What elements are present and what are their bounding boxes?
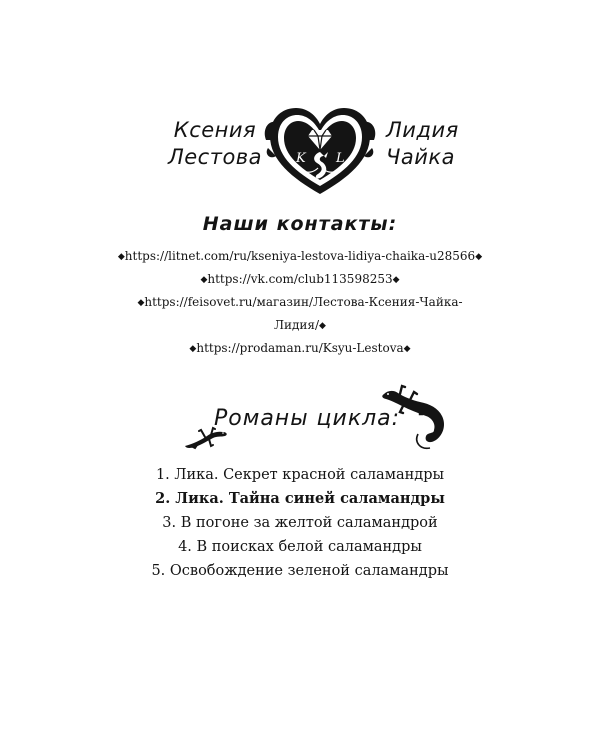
novel-item: 1. Лика. Секрет красной саламандры	[155, 467, 445, 483]
contacts-heading: Наши контакты:	[202, 213, 398, 235]
contact-link-litnet[interactable]: https://litnet.com/ru/kseniya-lestova-lidiya-chaika-u28566	[124, 249, 476, 263]
novel-item-current: 2. Лика. Тайна синей саламандры	[155, 490, 445, 507]
svg-text:K: K	[296, 151, 306, 166]
contact-line-litnet	[100, 245, 500, 268]
contact-line-vk	[100, 268, 500, 291]
cycle-heading: Романы цикла:	[214, 406, 401, 431]
heart-crest-emblem-icon	[262, 100, 378, 196]
novel-item: 4. В поисках белой саламандры	[178, 539, 422, 555]
author-first-name: Лидия	[386, 118, 459, 142]
contact-link-vk[interactable]: https://vk.com/club113598253	[207, 272, 393, 286]
novel-item: 5. Освобождение зеленой саламандры	[151, 563, 449, 579]
bullet-diamond-icon: ◆	[200, 275, 208, 285]
author-lidiya-chaika	[386, 117, 496, 171]
novel-item: 3. В погоне за желтой саламандрой	[162, 515, 438, 531]
contact-line-feisovet	[100, 291, 500, 314]
bullet-diamond-icon: ◆	[319, 321, 326, 331]
contacts-list	[100, 245, 500, 360]
author-first-name: Ксения	[173, 118, 257, 142]
bullet-diamond-icon: ◆	[117, 252, 125, 262]
contact-link-prodaman[interactable]: https://prodaman.ru/Ksyu-Lestova	[196, 341, 404, 355]
novels-list	[100, 463, 500, 583]
svg-text:L: L	[336, 151, 345, 166]
contact-line-feisovet-cont	[100, 314, 500, 337]
bullet-diamond-icon: ◆	[189, 344, 197, 354]
bullet-diamond-icon: ◆	[475, 252, 483, 262]
contact-line-prodaman	[100, 337, 500, 360]
bullet-diamond-icon: ◆	[403, 344, 411, 354]
author-ksenia-lestova	[160, 117, 270, 171]
author-last-name: Лестова	[167, 145, 263, 169]
lizard-icon	[380, 382, 462, 452]
contact-link-feisovet-cont[interactable]: Лидия/	[274, 318, 320, 332]
author-last-name: Чайка	[386, 145, 455, 169]
bullet-diamond-icon: ◆	[392, 275, 400, 285]
bullet-diamond-icon: ◆	[137, 298, 145, 308]
contact-link-feisovet[interactable]: https://feisovet.ru/магазин/Лестова-Ксения-Чайка-	[144, 295, 463, 309]
